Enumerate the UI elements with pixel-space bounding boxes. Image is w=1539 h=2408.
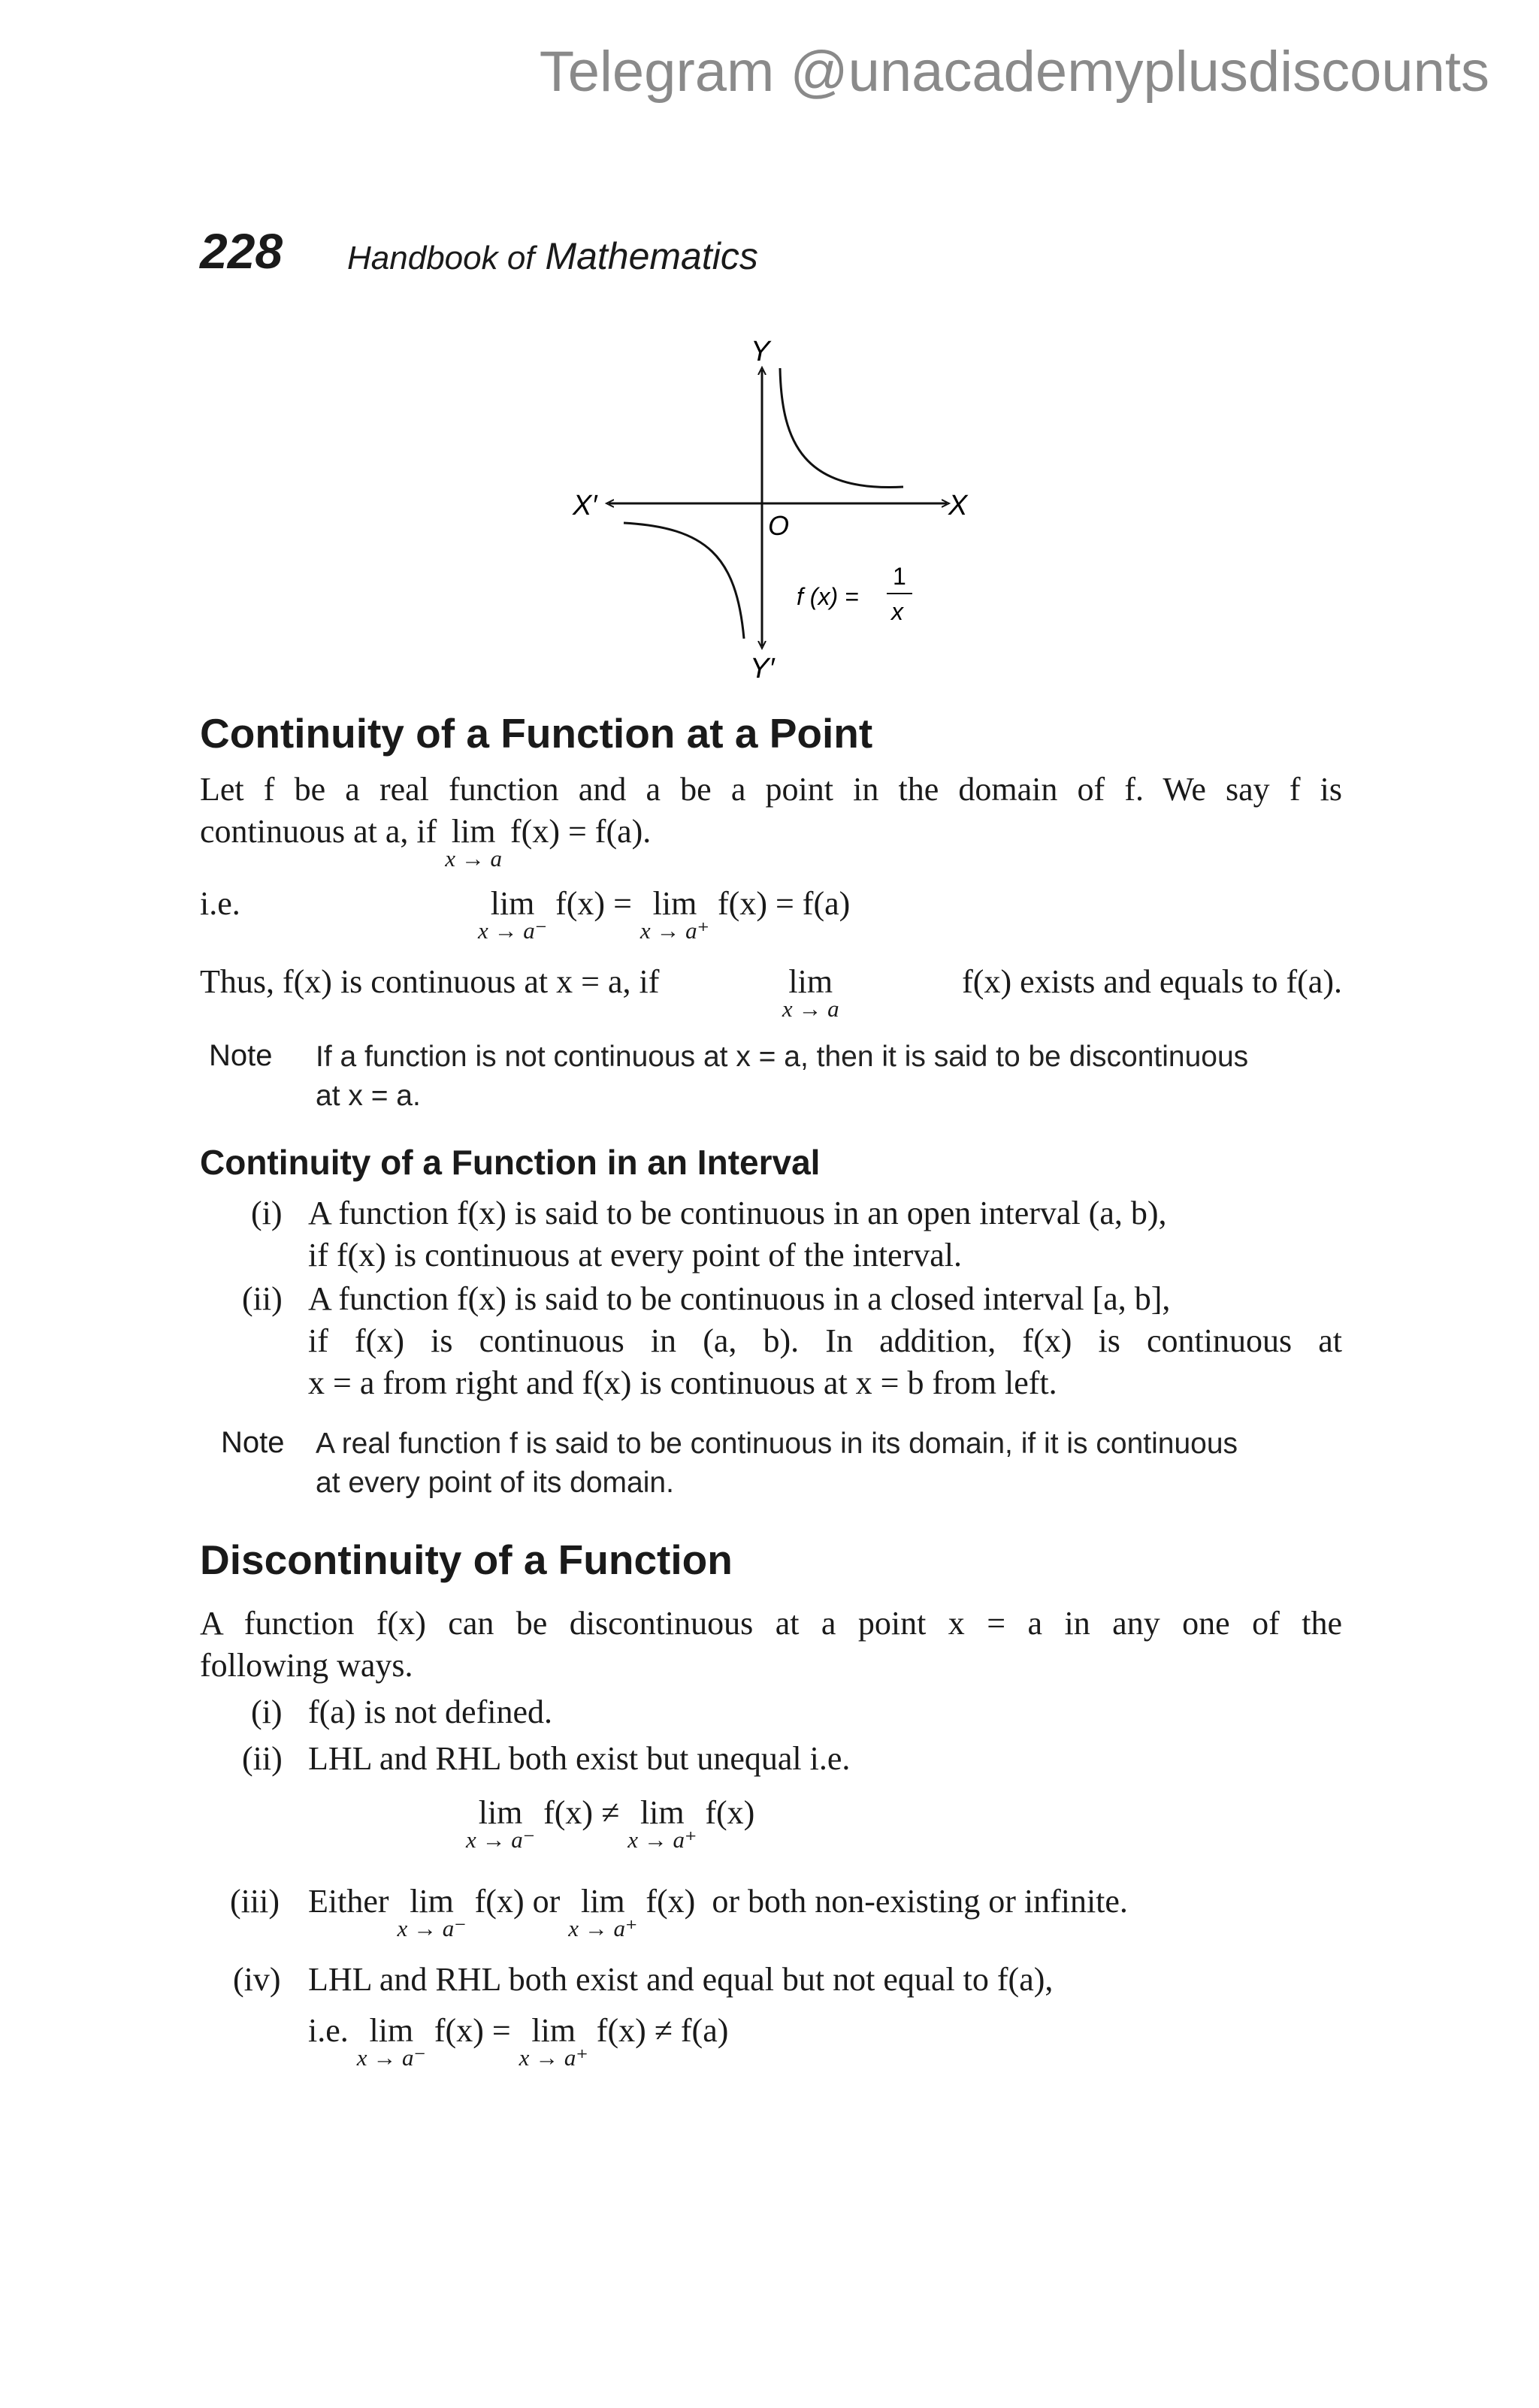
equation-unequal-limits: lim x → a⁻ f(x) ≠ lim x → a⁺ f(x) [466, 1794, 755, 1853]
page-number: 228 [200, 223, 283, 279]
list-item-text: if f(x) is continuous at every point of the interval. [308, 1237, 962, 1273]
paragraph-line: following ways. [200, 1647, 413, 1684]
y-prime-label: Y′ [750, 653, 775, 684]
watermark: Telegram @unacademyplusdiscounts [539, 40, 1489, 104]
x-prime-label: X′ [573, 490, 597, 521]
function-denominator: x [891, 598, 903, 625]
list-item-text: if f(x) is continuous in (a, b). In addition, f(x) is continuous at [308, 1322, 1342, 1359]
equation-one-sided-limits: lim x → a⁻ f(x) = lim x → a⁺ f(x) = f(a) [478, 885, 851, 944]
origin-label: O [768, 510, 790, 541]
list-item-text: x = a from right and f(x) is continuous at x = b from left. [308, 1364, 1057, 1401]
list-number: (i) [251, 1693, 283, 1730]
note-label: Note [209, 1039, 273, 1072]
y-axis-label: Y [751, 336, 770, 367]
note-label: Note [221, 1426, 285, 1459]
note-text: at x = a. [316, 1080, 421, 1112]
running-head-prefix: Handbook of [347, 240, 535, 276]
equation-equal-limits: i.e. lim x → a⁻ f(x) = lim x → a⁺ f(x) ≠ f(a) [308, 2012, 729, 2071]
paragraph-line: Thus, f(x) is continuous at x = a, if lim x → a f(x) exists and equals to f(a). [200, 963, 1342, 1022]
paragraph-line: Let f be a real function and a be a point in the domain of f. We say f is [200, 771, 1342, 808]
section-heading-continuity-interval: Continuity of a Function in an Interval [200, 1143, 821, 1182]
hyperbola-figure [556, 331, 1007, 684]
paragraph-line: A function f(x) can be discontinuous at a point x = a in any one of the [200, 1605, 1342, 1642]
list-item-text: LHL and RHL both exist but unequal i.e. [308, 1740, 851, 1777]
section-heading-continuity-point: Continuity of a Function at a Point [200, 710, 873, 757]
running-head [347, 234, 758, 278]
running-head-title: Mathematics [545, 235, 758, 277]
list-number: (iii) [230, 1883, 280, 1920]
list-number: (ii) [242, 1740, 283, 1777]
hyperbola-branch-third-quadrant [624, 523, 744, 639]
note-text: If a function is not continuous at x = a, then it is said to be discontinuous [316, 1041, 1249, 1073]
list-item-text: A function f(x) is said to be continuous in an open interval (a, b), [308, 1195, 1167, 1231]
limit-expression: lim x → a [445, 813, 503, 872]
section-heading-discontinuity: Discontinuity of a Function [200, 1536, 733, 1583]
list-item-text: LHL and RHL both exist and equal but not equal to f(a), [308, 1961, 1054, 1998]
list-item-text: f(a) is not defined. [308, 1693, 552, 1730]
list-item-text: Either lim x → a⁻ f(x) or lim x → a⁺ f(x) or both non-existing or infinite. [308, 1883, 1128, 1941]
list-item-text: A function f(x) is said to be continuous in a closed interval [a, b], [308, 1280, 1171, 1317]
note-text: at every point of its domain. [316, 1467, 674, 1499]
list-number: (i) [251, 1195, 283, 1231]
note-text: A real function f is said to be continuous in its domain, if it is continuous [316, 1428, 1238, 1460]
list-number: (iv) [233, 1961, 281, 1998]
list-number: (ii) [242, 1280, 283, 1317]
ie-label: i.e. [200, 885, 240, 922]
x-axis-label: X [948, 490, 968, 521]
function-label: f (x) = [797, 583, 859, 610]
hyperbola-branch-first-quadrant [780, 368, 903, 488]
paragraph-line: continuous at a, if lim x → a f(x) = f(a). [200, 810, 651, 870]
function-numerator: 1 [893, 563, 906, 590]
